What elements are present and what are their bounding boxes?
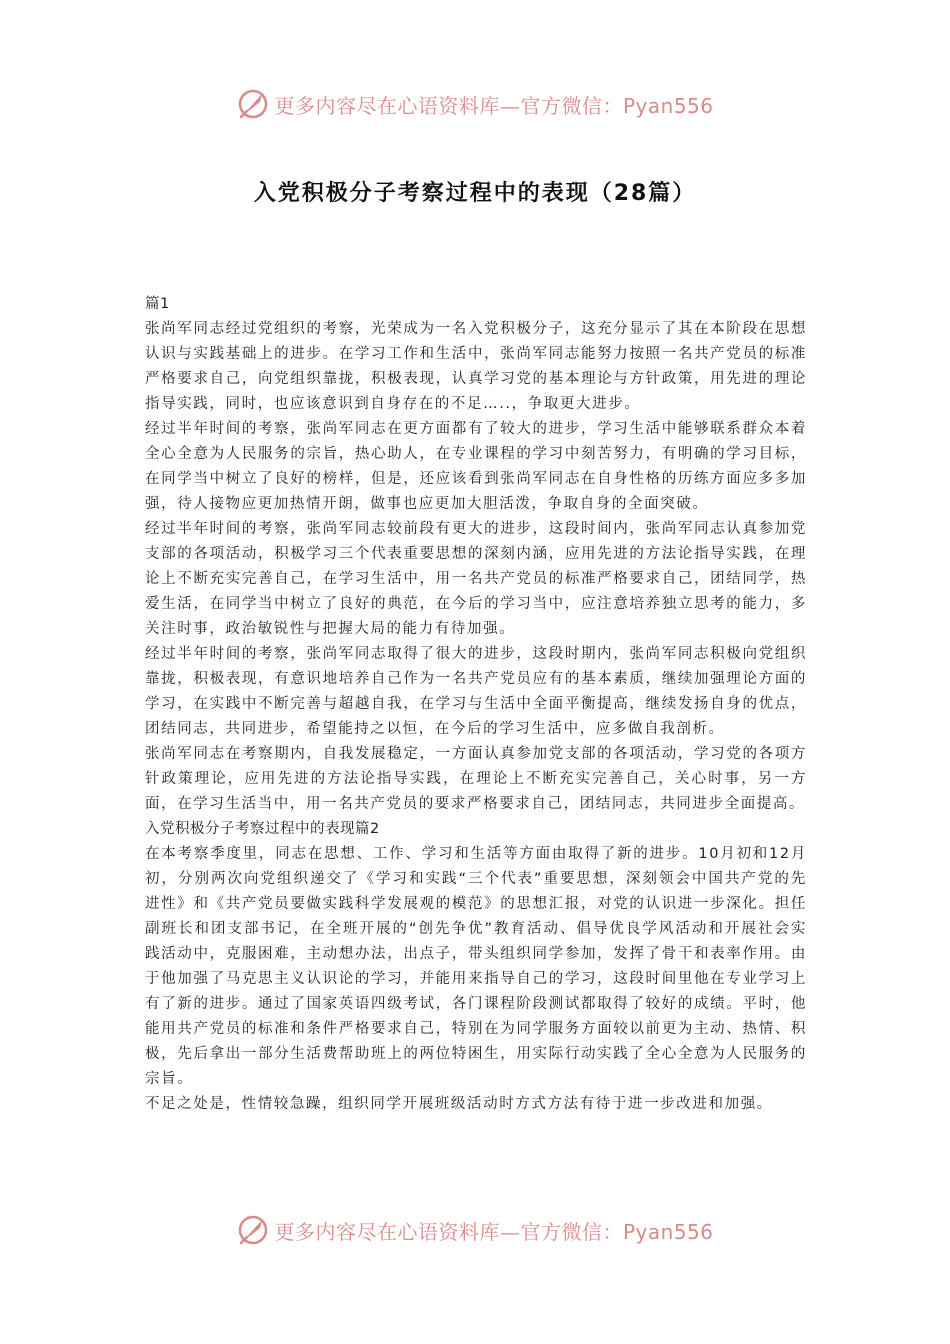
wechat-id: Pyan556	[622, 93, 714, 118]
paragraph: 张尚军同志经过党组织的考察，光荣成为一名入党积极分子，这充分显示了其在本阶段在思想认识与实践基础上的进步。在学习工作和生活中，张尚军同志能努力按照一名共产党员的标准严格要求自己，向党组织靠拢，积极表现，认真学习党的基本理论与方针政策，用先进的理论指导实践，同时，也应该意识到自身存在的不足…..，争取更大进步。	[145, 321, 807, 412]
wechat-id: Pyan556	[622, 1219, 714, 1244]
banner-text: 更多内容尽在心语资料库—官方微信：Pyan556	[274, 93, 714, 118]
paragraph: 不足之处是，性情较急躁，组织同学开展班级活动时方式方法有待于进一步改进和加强。	[145, 1096, 773, 1112]
paragraph: 经过半年时间的考察，张尚军同志取得了很大的进步，这段时期内，张尚军同志积极向党组织靠拢，积极表现，有意识地培养自己作为一名共产党员应有的基本素质，继续加强理论方面的学习，在实践中不断完善与超越自我，在学习与生活中全面平衡提高，继续发扬自身的优点，团结同志，共同进步，希望能持之以恒，在今后的学习生活中，应多做自我剖析。	[145, 646, 807, 737]
paragraph: 经过半年时间的考察，张尚军同志在更方面都有了较大的进步，学习生活中能够联系群众本着全心全意为人民服务的宗旨，热心助人，在专业课程的学习中刻苦努力，有明确的学习目标，在同学当中树立了良好的榜样，但是，还应该看到张尚军同志在自身性格的历练方面应多多加强，待人接物应更加热情开朗，做事也应更加大胆活泼，争取自身的全面突破。	[145, 421, 807, 512]
paragraph: 经过半年时间的考察，张尚军同志较前段有更大的进步，这段时间内，张尚军同志认真参加党支部的各项活动，积极学习三个代表重要思想的深刻内涵，应用先进的方法论指导实践，在理论上不断充实完善自己，在学习生活中，用一名共产党员的标准严格要求自己，团结同学，热爱生活，在同学当中树立了良好的典范，在今后的学习当中，应注意培养独立思考的能力，多关注时事，政治敏锐性与把握大局的能力有待加强。	[145, 521, 807, 637]
section-heading: 入党积极分子考察过程中的表现篇2	[145, 821, 380, 837]
section-heading: 篇1	[145, 296, 170, 312]
header-banner	[0, 84, 950, 124]
footer-banner	[0, 1210, 950, 1250]
quill-pen-logo-icon	[236, 1213, 270, 1247]
page-title: 入党积极分子考察过程中的表现（28篇）	[253, 181, 697, 206]
document-body	[145, 292, 807, 1117]
paragraph: 在本考察季度里，同志在思想、工作、学习和生活等方面由取得了新的进步。10月初和12月初，分别两次向党组织递交了《学习和实践“三个代表”重要思想，深刻领会中国共产党的先进性》和《共产党员要做实践科学发展观的模范》的思想汇报，对党的认识进一步深化。担任副班长和团支部书记，在全班开展的“创先争优”教育活动、倡导优良学风活动和开展社会实践活动中，克服困难，主动想办法，出点子，带头组织同学参加，发挥了骨干和表率作用。由于他加强了马克思主义认识论的学习，并能用来指导自己的学习，这段时间里他在专业学习上有了新的进步。通过了国家英语四级考试，各门课程阶段测试都取得了较好的成绩。平时，他能用共产党员的标准和条件严格要求自己，特别在为同学服务方面较以前更为主动、热情、积极，先后拿出一部分生活费帮助班上的两位特困生，用实际行动实践了全心全意为人民服务的宗旨。	[145, 846, 807, 1087]
paragraph: 张尚军同志在考察期内，自我发展稳定，一方面认真参加党支部的各项活动，学习党的各项方针政策理论，应用先进的方法论指导实践，在理论上不断充实完善自己，关心时事，另一方面，在学习生活当中，用一名共产党员的要求严格要求自己，团结同志，共同进步全面提高。	[145, 746, 807, 812]
banner-text: 更多内容尽在心语资料库—官方微信：Pyan556	[274, 1219, 714, 1244]
quill-pen-logo-icon	[236, 87, 270, 121]
